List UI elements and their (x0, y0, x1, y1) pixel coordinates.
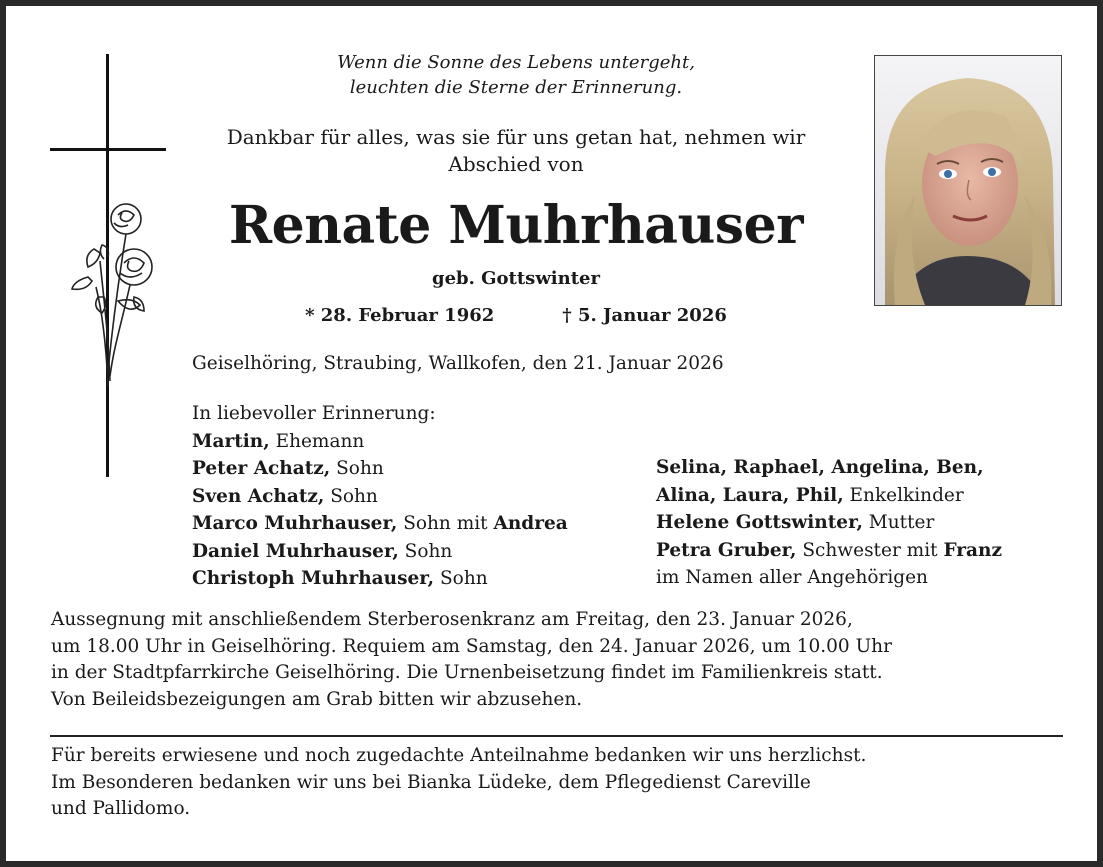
mourners-left (192, 400, 568, 593)
mourner-relation: im Namen aller Angehörigen (656, 567, 928, 588)
list-item (192, 455, 568, 483)
mourner-relation: Sohn (434, 568, 488, 589)
mourner-partner: Franz (943, 539, 1002, 561)
mourner-name: Daniel Muhrhauser, (192, 540, 399, 562)
mourner-name: Helene Gottswinter, (656, 512, 863, 533)
mourner-partner: Andrea (493, 513, 568, 534)
mourner-name: Peter Achatz, (192, 458, 331, 479)
service-line: Aussegnung mit anschließendem Sterberosenkranz am Freitag, den 23. Januar 2026, (51, 609, 853, 630)
mourner-name: Petra Gruber, (656, 539, 797, 561)
mourner-relation: Enkelkinder (843, 484, 964, 506)
motto-line: leuchten die Sterne der Erinnerung. (349, 77, 683, 98)
mourners-right (656, 454, 1002, 592)
mourner-relation: Ehemann (269, 430, 365, 452)
cross-icon-bar (50, 148, 166, 151)
divider (50, 735, 1063, 737)
list-item (656, 509, 1002, 537)
list-item (192, 483, 568, 511)
list-item (192, 538, 568, 566)
intro-line: Abschied von (448, 152, 584, 176)
maiden-name: geb. Gottswinter (432, 268, 600, 289)
mourner-name: Sven Achatz, (192, 485, 325, 507)
motto-line: Wenn die Sonne des Lebens untergeht, (337, 52, 695, 73)
list-item (192, 428, 568, 456)
mourner-relation: Mutter (862, 512, 935, 533)
mourner-relation: Schwester mit (796, 539, 944, 561)
mourner-name: Martin, (192, 430, 270, 452)
life-dates (186, 303, 846, 329)
service-line: in der Stadtpfarrkirche Geiselhöring. Die Urnenbeisetzung findet im Familienkreis statt. (51, 662, 883, 683)
mourners-heading: In liebevoller Erinnerung: (192, 403, 436, 424)
thanks-text (51, 743, 1061, 823)
mourner-name: Selina, Raphael, Angelina, Ben, (656, 457, 984, 478)
mourner-relation: Sohn (398, 540, 453, 562)
portrait-photo-image (875, 56, 1061, 305)
mourner-name: Christoph Muhrhauser, (192, 568, 435, 589)
intro-text (186, 124, 846, 178)
service-line: um 18.00 Uhr in Geiselhöring. Requiem am Samstag, den 24. Januar 2026, um 10.00 Uhr (51, 635, 892, 657)
list-item (656, 564, 1002, 592)
portrait-photo (874, 55, 1062, 306)
thanks-line: und Pallidomo. (51, 798, 191, 819)
service-info (51, 607, 1061, 713)
list-item (656, 482, 1002, 510)
mourner-relation: Sohn mit (397, 513, 494, 534)
deceased-name: Renate Muhrhauser (228, 195, 804, 256)
list-item (192, 565, 568, 593)
thanks-line: Im Besonderen bedanken wir uns bei Bianka Lüdeke, dem Pflegedienst Careville (51, 771, 811, 793)
list-item (192, 510, 568, 538)
intro-line: Dankbar für alles, was sie für uns getan hat, nehmen wir (226, 125, 806, 149)
roses-icon (68, 201, 160, 391)
mourner-name: Alina, Laura, Phil, (656, 484, 844, 506)
thanks-line: Für bereits erwiesene und noch zugedachte Anteilnahme bedanken wir uns herzlichst. (51, 745, 867, 766)
place-date: Geiselhöring, Straubing, Wallkofen, den 21. Januar 2026 (192, 353, 724, 374)
mourner-name: Marco Muhrhauser, (192, 513, 398, 534)
birth-date: * 28. Februar 1962 (305, 305, 495, 326)
service-line: Von Beileidsbezeigungen am Grab bitten wir abzusehen. (51, 688, 583, 710)
motto (186, 50, 846, 100)
list-item (656, 454, 1002, 482)
death-date: † 5. Januar 2026 (562, 305, 727, 326)
mourner-relation: Sohn (330, 458, 384, 479)
list-item (656, 537, 1002, 565)
mourner-relation: Sohn (324, 485, 378, 507)
